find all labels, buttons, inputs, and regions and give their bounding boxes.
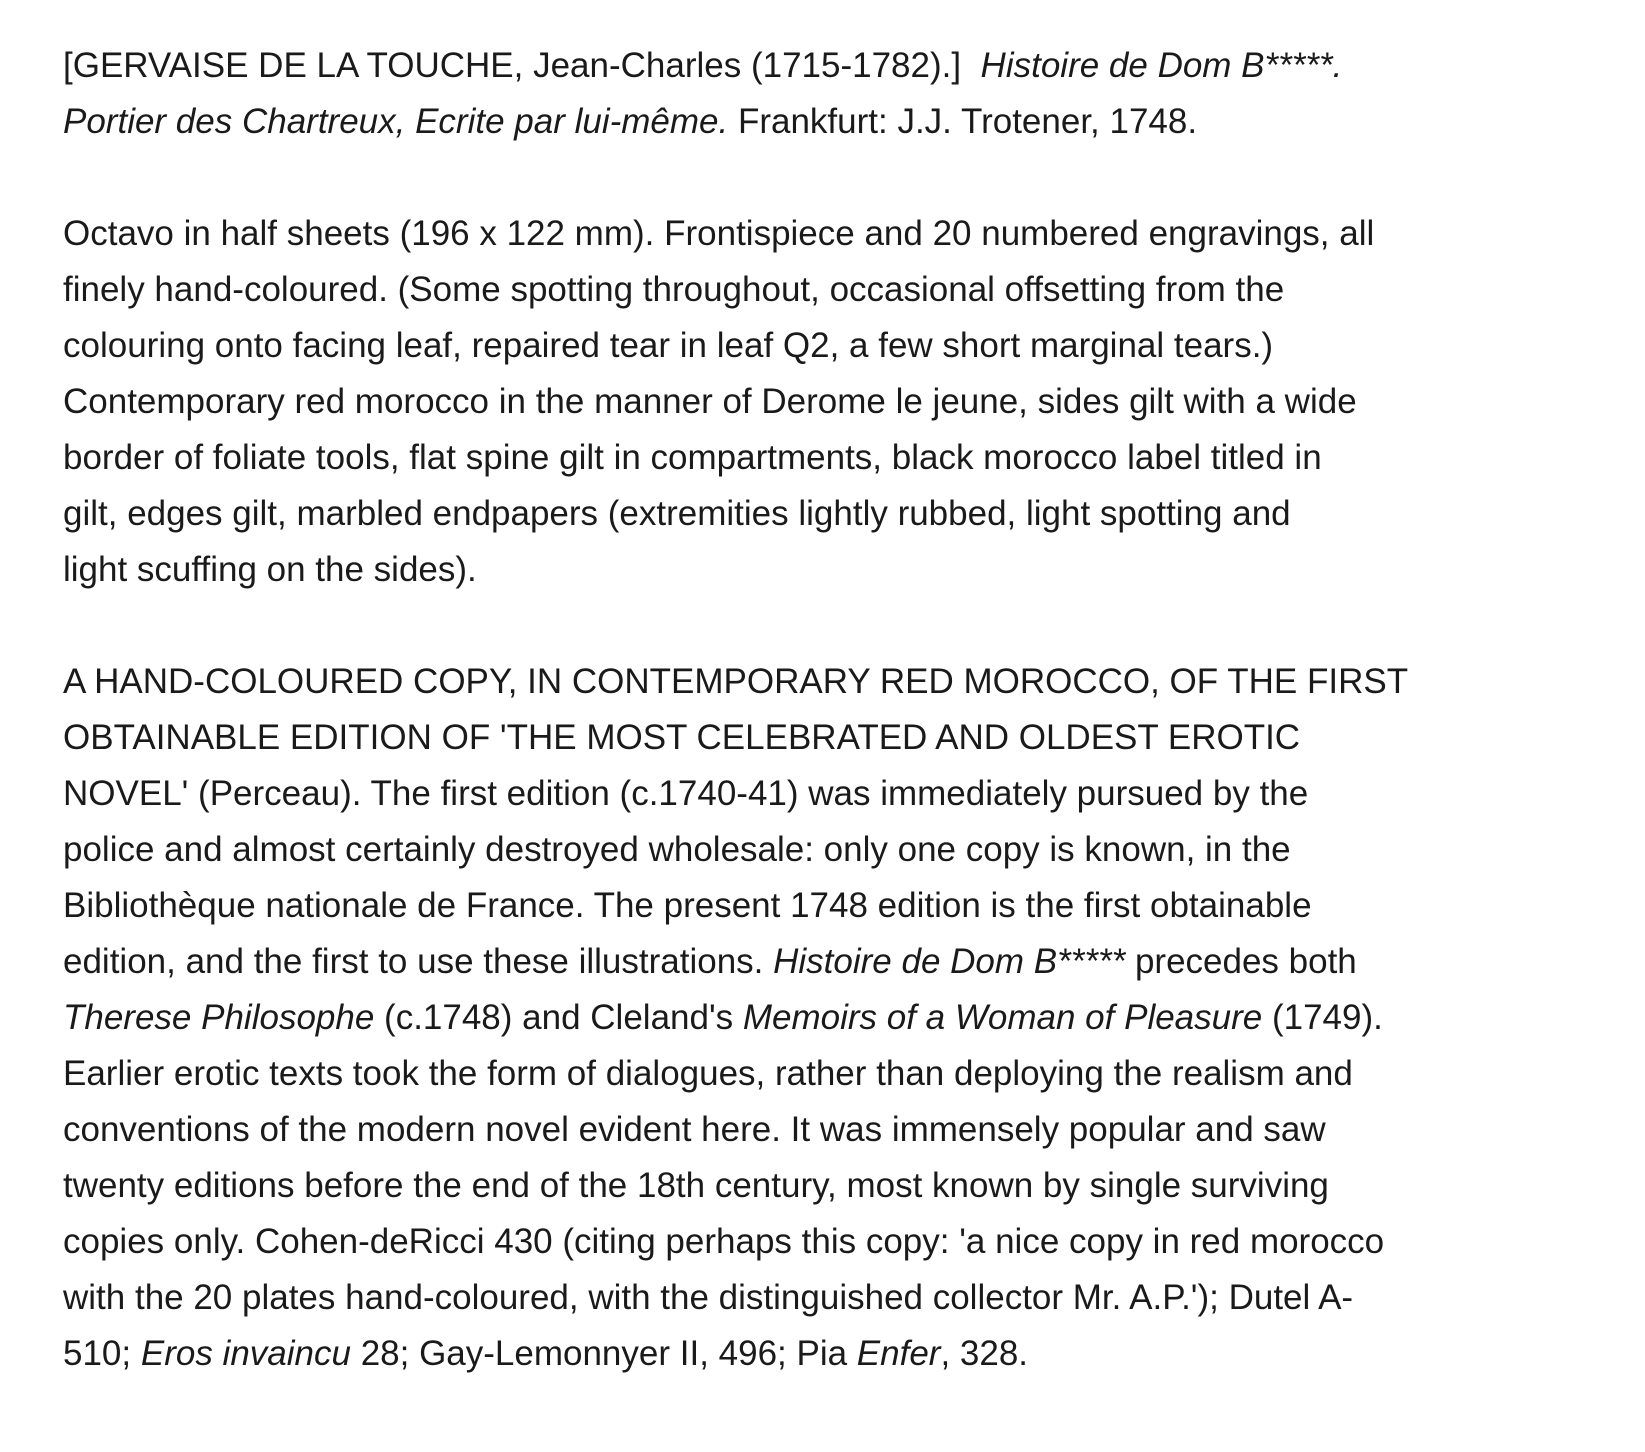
- description-line: border of foliate tools, flat spine gilt in compartments, black morocco label titled in: [63, 438, 1322, 477]
- notes-text: 510;: [63, 1334, 141, 1373]
- description-line: colouring onto facing leaf, repaired tear in leaf Q2, a few short marginal tears.): [63, 326, 1274, 365]
- notes-text: (1749).: [1262, 998, 1383, 1037]
- cited-title: Enfer: [856, 1334, 941, 1373]
- description-line: Octavo in half sheets (196 x 122 mm). Frontispiece and 20 numbered engravings, all: [63, 214, 1375, 253]
- notes-line: Bibliothèque nationale de France. The present 1748 edition is the first obtainable: [63, 886, 1312, 925]
- heading-line-2: [63, 94, 1623, 150]
- physical-description: [63, 206, 1623, 598]
- notes-text: precedes both: [1125, 942, 1357, 981]
- notes-line: [63, 1326, 1623, 1382]
- book-title-part-1: Histoire de Dom B*****.: [980, 46, 1343, 85]
- notes-text: (c.1748) and Cleland's: [374, 998, 743, 1037]
- description-line: finely hand-coloured. (Some spotting throughout, occasional offsetting from the: [63, 270, 1285, 309]
- notes-text: 28; Gay-Lemonnyer II, 496; Pia: [350, 1334, 857, 1373]
- notes-text: , 328.: [940, 1334, 1029, 1373]
- cited-title: Memoirs of a Woman of Pleasure: [742, 998, 1263, 1037]
- notes-line: with the 20 plates hand-coloured, with the distinguished collector Mr. A.P.'); Dutel A-: [63, 1278, 1354, 1317]
- notes-line: twenty editions before the end of the 18th century, most known by single surviving: [63, 1166, 1329, 1205]
- cited-title: Histoire de Dom B*****: [773, 942, 1126, 981]
- notes-line: NOVEL' (Perceau). The first edition (c.1740-41) was immediately pursued by the: [63, 774, 1309, 813]
- notes-line: A HAND-COLOURED COPY, IN CONTEMPORARY RED MOROCCO, OF THE FIRST: [63, 662, 1409, 701]
- author-name: [GERVAISE DE LA TOUCHE, Jean-Charles (1715-1782).]: [63, 46, 962, 85]
- notes-line: conventions of the modern novel evident here. It was immensely popular and saw: [63, 1110, 1326, 1149]
- heading-line-1: [63, 38, 1623, 94]
- description-line: light scuffing on the sides).: [63, 550, 477, 589]
- notes-line: police and almost certainly destroyed wholesale: only one copy is known, in the: [63, 830, 1291, 869]
- imprint: Frankfurt: J.J. Trotener, 1748.: [737, 102, 1198, 141]
- bibliographic-heading: [63, 38, 1623, 150]
- notes-line: [63, 934, 1623, 990]
- notes-line: Earlier erotic texts took the form of dialogues, rather than deploying the realism and: [63, 1054, 1353, 1093]
- book-title-part-2: Portier des Chartreux, Ecrite par lui-même.: [63, 102, 729, 141]
- catalogue-entry: [63, 38, 1623, 1382]
- description-line: Contemporary red morocco in the manner of Derome le jeune, sides gilt with a wide: [63, 382, 1357, 421]
- notes-line: [63, 990, 1623, 1046]
- cited-title: Eros invaincu: [140, 1334, 351, 1373]
- notes-line: copies only. Cohen-deRicci 430 (citing perhaps this copy: 'a nice copy in red morocco: [63, 1222, 1385, 1261]
- cited-title: Therese Philosophe: [63, 998, 375, 1037]
- descriptive-notes: [63, 654, 1623, 1382]
- notes-line: OBTAINABLE EDITION OF 'THE MOST CELEBRATED AND OLDEST EROTIC: [63, 718, 1301, 757]
- notes-text: edition, and the first to use these illustrations.: [63, 942, 774, 981]
- description-line: gilt, edges gilt, marbled endpapers (extremities lightly rubbed, light spotting and: [63, 494, 1291, 533]
